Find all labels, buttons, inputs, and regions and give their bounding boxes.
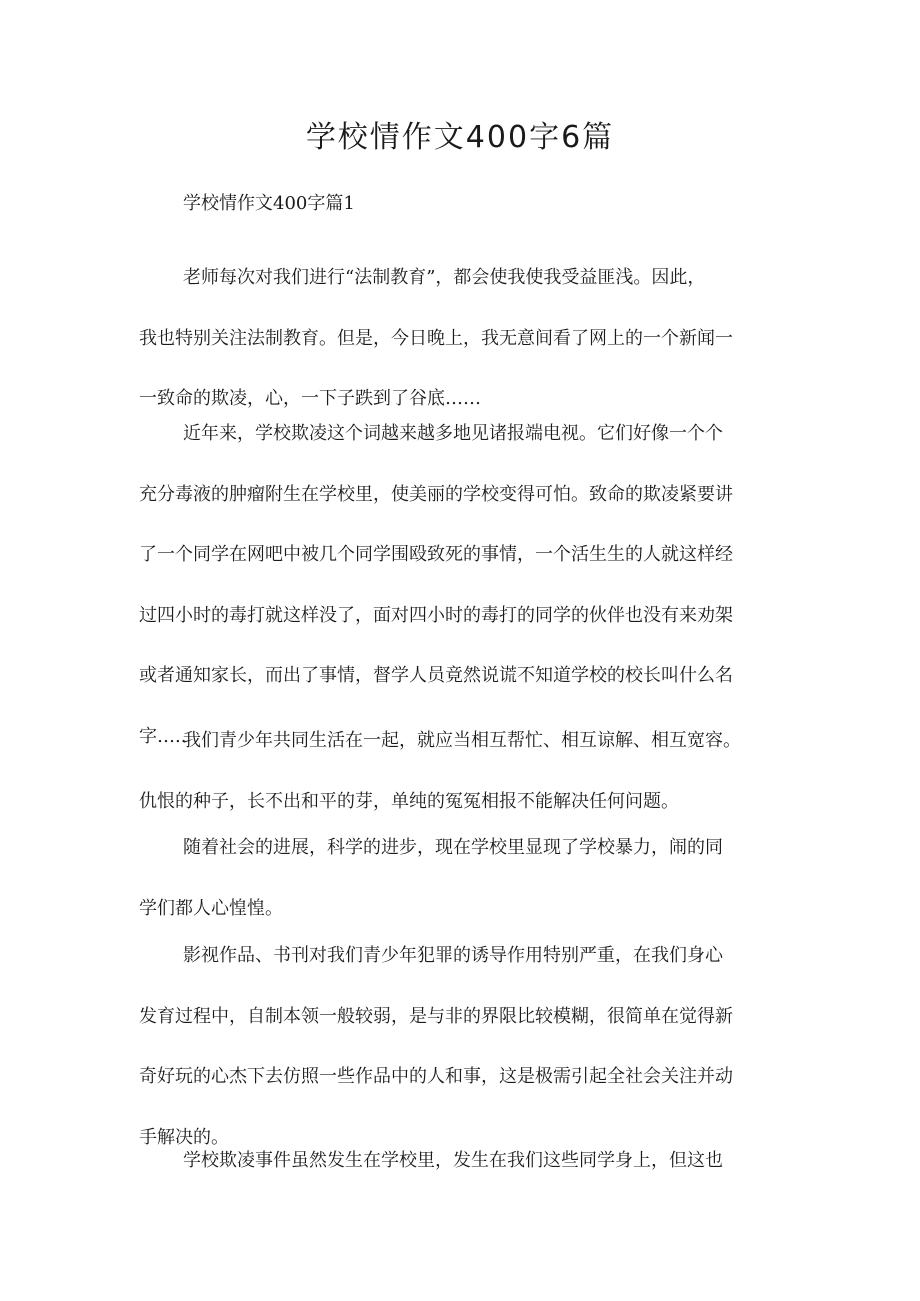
paragraph-6 <box>139 1137 789 1185</box>
paragraph-line: 近年来，学校欺凌这个词越来越多地见诸报端电视。它们好像一个个 <box>183 423 723 444</box>
paragraph-5 <box>139 926 789 1168</box>
paragraph-line: 了一个同学在网吧中被几个同学围殴致死的事情，一个活生生的人就这样经 <box>139 544 733 565</box>
paragraph-line: 学校欺凌事件虽然发生在学校里，发生在我们这些同学身上，但这也 <box>183 1150 723 1171</box>
paragraph-line: 发育过程中，自制本领一般较弱，是与非的界限比较模糊，很简单在觉得新 <box>139 1005 733 1027</box>
paragraph-line: 我也特别关注法制教育。但是，今日晚上，我无意间看了网上的一个新闻一 <box>139 327 733 349</box>
paragraph-line: 我们青少年共同生活在一起，就应当相互帮忙、相互谅解、相互宽容。 <box>183 730 741 751</box>
paragraph-line: 一致命的欺凌，心，一下子跌到了谷底…… <box>139 388 481 409</box>
paragraph-line: 奇好玩的心杰下去仿照一些作品中的人和事，这是极需引起全社会关注并动 <box>139 1066 733 1087</box>
paragraph-line: 充分毒液的肿瘤附生在学校里，使美丽的学校变得可怕。致命的欺凌紧要讲 <box>139 483 733 505</box>
paragraph-line: 学们都人心惶惶。 <box>139 897 283 919</box>
paragraph-line: 随着社会的进展，科学的进步，现在学校里显现了学校暴力，闹的同 <box>183 837 723 858</box>
paragraph-line: 过四小时的毒打就这样没了，面对四小时的毒打的同学的伙伴也没有来劝架 <box>139 604 733 626</box>
paragraph-line: 手解决的。 <box>139 1126 229 1148</box>
paragraph-line: 字….. <box>139 725 187 747</box>
paragraph-1 <box>139 248 789 430</box>
section-heading: 学校情作文400字篇1 <box>183 193 355 214</box>
paragraph-4 <box>139 818 789 939</box>
paragraph-line: 仇恨的种子，长不出和平的芽，单纯的冤冤相报不能解决任何问题。 <box>139 790 679 812</box>
paragraph-line: 影视作品、书刊对我们青少年犯罪的诱导作用特别严重，在我们身心 <box>183 945 723 966</box>
paragraph-3 <box>139 711 789 832</box>
paragraph-line: 或者通知家长，而出了事情，督学人员竟然说谎不知道学校的校长叫什么名 <box>139 665 733 686</box>
document-title: 学校情作文400字6篇 <box>305 120 615 155</box>
paragraph-line: 老师每次对我们进行“法制教育”，都会使我使我受益匪浅。因此， <box>183 267 706 288</box>
